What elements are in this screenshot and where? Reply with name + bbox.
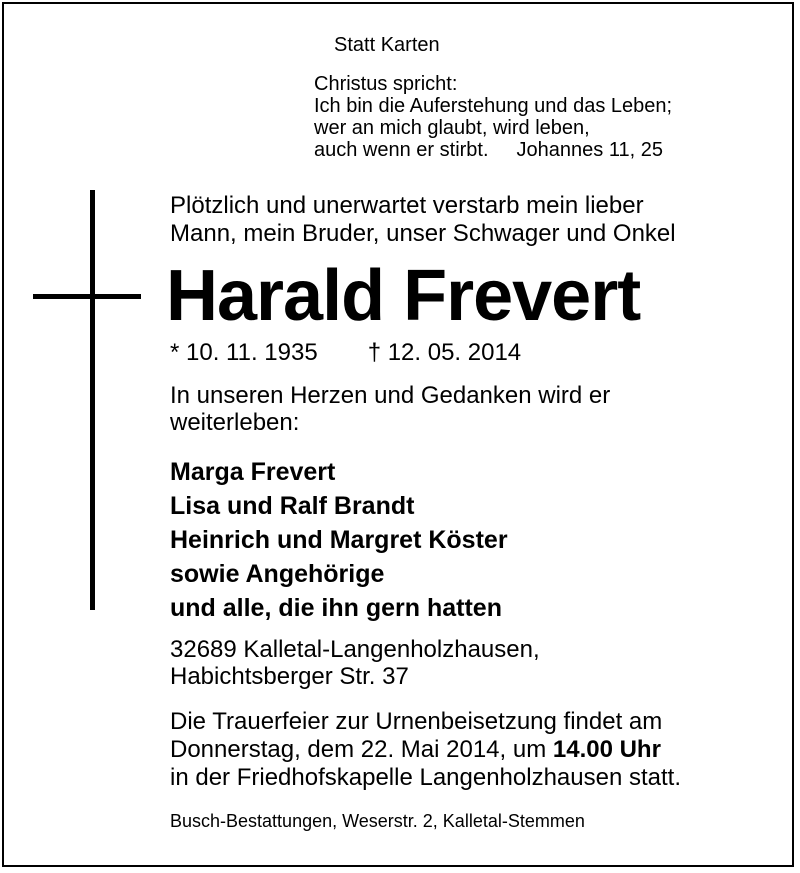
quote-line: wer an mich glaubt, wird leben, xyxy=(314,117,590,139)
deceased-name: Harald Frevert xyxy=(166,256,641,336)
quote-line-last xyxy=(314,139,672,161)
mourner-name: Marga Frevert xyxy=(170,458,336,486)
quote-line: auch wenn er stirbt. xyxy=(314,139,489,161)
intro-line: Mann, mein Bruder, unser Schwager und Onkel xyxy=(170,220,676,247)
quote-line: Christus spricht: xyxy=(314,73,458,95)
mourners-list xyxy=(170,455,508,625)
address-block xyxy=(170,636,540,690)
quote-reference: Johannes 11, 25 xyxy=(516,139,663,161)
birth-date: * 10. 11. 1935 xyxy=(170,339,318,366)
mourner-name: sowie Angehörige xyxy=(170,560,385,588)
intro-text xyxy=(170,192,676,248)
ceremony-line: Die Trauerfeier zur Urnenbeisetzung findet am xyxy=(170,708,663,735)
mourner-name: Lisa und Ralf Brandt xyxy=(170,492,415,520)
remembrance-line: weiterleben: xyxy=(170,409,300,436)
life-dates xyxy=(170,339,521,367)
intro-line: Plötzlich und unerwartet verstarb mein lieber xyxy=(170,192,644,219)
address-line: 32689 Kalletal-Langenholzhausen, xyxy=(170,636,540,663)
remembrance-text xyxy=(170,382,610,436)
address-line: Habichtsberger Str. 37 xyxy=(170,663,409,690)
cross-icon-horizontal xyxy=(33,294,141,299)
quote-line: Ich bin die Auferstehung und das Leben; xyxy=(314,95,673,117)
cross-icon-vertical xyxy=(90,190,95,610)
mourner-name: und alle, die ihn gern hatten xyxy=(170,594,502,622)
bible-quote xyxy=(314,73,672,161)
mourner-name: Heinrich und Margret Köster xyxy=(170,526,508,554)
death-date: † 12. 05. 2014 xyxy=(367,339,522,366)
ceremony-info xyxy=(170,708,681,792)
ceremony-time: 14.00 Uhr xyxy=(552,736,661,763)
ceremony-date: Donnerstag, dem 22. Mai 2014, um xyxy=(170,736,553,763)
funeral-home: Busch-Bestattungen, Weserstr. 2, Kalletal-Stemmen xyxy=(170,811,585,831)
remembrance-line: In unseren Herzen und Gedanken wird er xyxy=(170,382,611,409)
ceremony-line xyxy=(170,736,681,764)
header-statt-karten: Statt Karten xyxy=(334,34,440,56)
ceremony-line: in der Friedhofskapelle Langenholzhausen statt. xyxy=(170,764,682,791)
